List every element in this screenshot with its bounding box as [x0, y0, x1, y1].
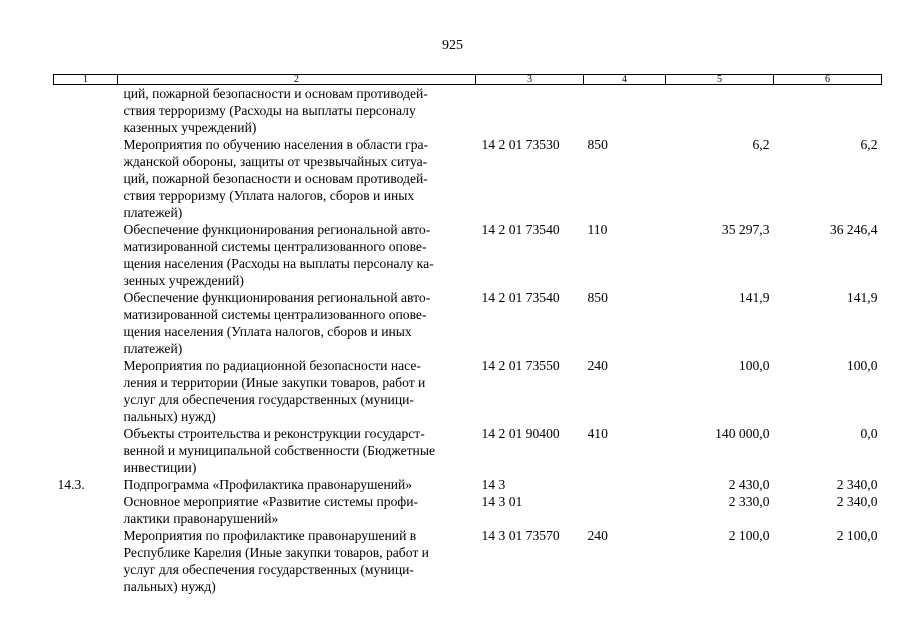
expense-type-code: 110	[587, 222, 608, 237]
item-name-line: ствия терроризму (Уплата налогов, сборов и иных	[123, 188, 415, 203]
item-name	[118, 493, 476, 527]
expense-type-code	[584, 493, 666, 527]
table-row	[54, 357, 882, 425]
expense-type-code: 410	[587, 426, 608, 441]
item-name-line: щения населения (Расходы на выплаты персоналу ка-	[123, 256, 434, 271]
item-name	[118, 476, 476, 493]
amount-col-6: 2 340,0	[836, 477, 878, 492]
item-name-line: Подпрограмма «Профилактика правонарушений»	[123, 477, 413, 492]
item-name-line: услуг для обеспечения государственных (муници-	[123, 392, 414, 407]
item-name-line: Обеспечение функционирования региональной авто-	[123, 290, 431, 305]
row-number	[54, 493, 118, 527]
amount-col-5: 141,9	[738, 290, 770, 305]
budget-table	[53, 74, 882, 595]
item-name-line: Обеспечение функционирования региональной авто-	[123, 222, 431, 237]
row-number	[54, 425, 118, 476]
expense-type-code	[584, 476, 666, 493]
item-name-line: услуг для обеспечения государственных (муници-	[123, 562, 414, 577]
item-name-line: щения населения (Уплата налогов, сборов и иных	[123, 324, 412, 339]
item-name-line: казенных учреждений)	[123, 120, 257, 135]
amount-col-5: 2 100,0	[728, 528, 770, 543]
target-article-code: 14 3	[481, 477, 506, 492]
amount-col-5: 2 430,0	[728, 477, 770, 492]
expense-type-code: 240	[587, 358, 608, 373]
target-article-code: 14 2 01 73530	[481, 137, 560, 152]
expense-type-code	[584, 85, 666, 137]
amount-col-5	[666, 85, 774, 137]
item-name-line: Республике Карелия (Иные закупки товаров, работ и	[123, 545, 429, 560]
target-article-code: 14 2 01 73540	[481, 290, 560, 305]
item-name-line: Основное мероприятие «Развитие системы профи-	[123, 494, 419, 509]
item-name-line: венной и муниципальной собственности (Бюджетные	[123, 443, 435, 458]
amount-col-5: 100,0	[738, 358, 770, 373]
column-header-5: 5	[666, 75, 774, 85]
table-row	[54, 85, 882, 137]
table-row	[54, 476, 882, 493]
item-name-line: пальных) нужд)	[123, 409, 216, 424]
item-name-line: ций, пожарной безопасности и основам противодей-	[123, 86, 428, 101]
amount-col-6: 141,9	[846, 290, 878, 305]
page-number: 925	[442, 38, 463, 53]
item-name	[118, 357, 476, 425]
row-number: 14.3.	[57, 477, 85, 492]
amount-col-6: 2 340,0	[836, 494, 878, 509]
item-name-line: жданской обороны, защиты от чрезвычайных ситуа-	[123, 154, 428, 169]
column-header-6: 6	[774, 75, 882, 85]
target-article-code: 14 2 01 90400	[481, 426, 560, 441]
column-header-4: 4	[584, 75, 666, 85]
table-row	[54, 221, 882, 289]
amount-col-5: 140 000,0	[715, 426, 770, 441]
amount-col-6: 100,0	[846, 358, 878, 373]
amount-col-6: 6,2	[860, 137, 878, 152]
column-header-1: 1	[54, 75, 118, 85]
item-name	[118, 136, 476, 221]
table-row	[54, 493, 882, 527]
table-row	[54, 527, 882, 595]
header-row	[54, 75, 882, 85]
amount-col-6	[774, 85, 882, 137]
item-name-line: лактики правонарушений»	[123, 511, 279, 526]
row-number	[54, 357, 118, 425]
item-name-line: матизированной системы централизованного опове-	[123, 239, 427, 254]
column-header-2: 2	[118, 75, 476, 85]
amount-col-5: 6,2	[752, 137, 770, 152]
target-article-code: 14 3 01	[481, 494, 523, 509]
amount-col-6: 36 246,4	[829, 222, 878, 237]
table-body	[54, 85, 882, 596]
row-number	[54, 221, 118, 289]
item-name-line: инвестиции)	[123, 460, 197, 475]
row-number	[54, 136, 118, 221]
expense-type-code: 240	[587, 528, 608, 543]
target-article-code	[476, 85, 584, 137]
item-name-line: ций, пожарной безопасности и основам противодей-	[123, 171, 428, 186]
item-name	[118, 221, 476, 289]
row-number	[54, 527, 118, 595]
item-name-line: зенных учреждений)	[123, 273, 244, 288]
item-name-line: платежей)	[123, 341, 183, 356]
item-name	[118, 85, 476, 137]
target-article-code: 14 2 01 73540	[481, 222, 560, 237]
target-article-code: 14 3 01 73570	[481, 528, 560, 543]
amount-col-5: 35 297,3	[721, 222, 770, 237]
expense-type-code: 850	[587, 290, 608, 305]
item-name-line: Мероприятия по радиационной безопасности насе-	[123, 358, 421, 373]
item-name-line: матизированной системы централизованного опове-	[123, 307, 427, 322]
table-row	[54, 289, 882, 357]
expense-type-code: 850	[587, 137, 608, 152]
item-name	[118, 527, 476, 595]
amount-col-6: 0,0	[860, 426, 878, 441]
column-header-3: 3	[476, 75, 584, 85]
item-name-line: платежей)	[123, 205, 183, 220]
amount-col-6: 2 100,0	[836, 528, 878, 543]
item-name-line: ствия терроризму (Расходы на выплаты персоналу	[123, 103, 416, 118]
row-number	[54, 85, 118, 137]
item-name-line: Мероприятия по профилактике правонарушений в	[123, 528, 417, 543]
item-name-line: пальных) нужд)	[123, 579, 216, 594]
table-header	[54, 75, 882, 85]
item-name-line: Объекты строительства и реконструкции государст-	[123, 426, 425, 441]
item-name-line: Мероприятия по обучению населения в области гра-	[123, 137, 429, 152]
table-row	[54, 425, 882, 476]
item-name	[118, 425, 476, 476]
amount-col-5: 2 330,0	[728, 494, 770, 509]
table-row	[54, 136, 882, 221]
item-name-line: ления и территории (Иные закупки товаров, работ и	[123, 375, 426, 390]
target-article-code: 14 2 01 73550	[481, 358, 560, 373]
item-name	[118, 289, 476, 357]
row-number	[54, 289, 118, 357]
